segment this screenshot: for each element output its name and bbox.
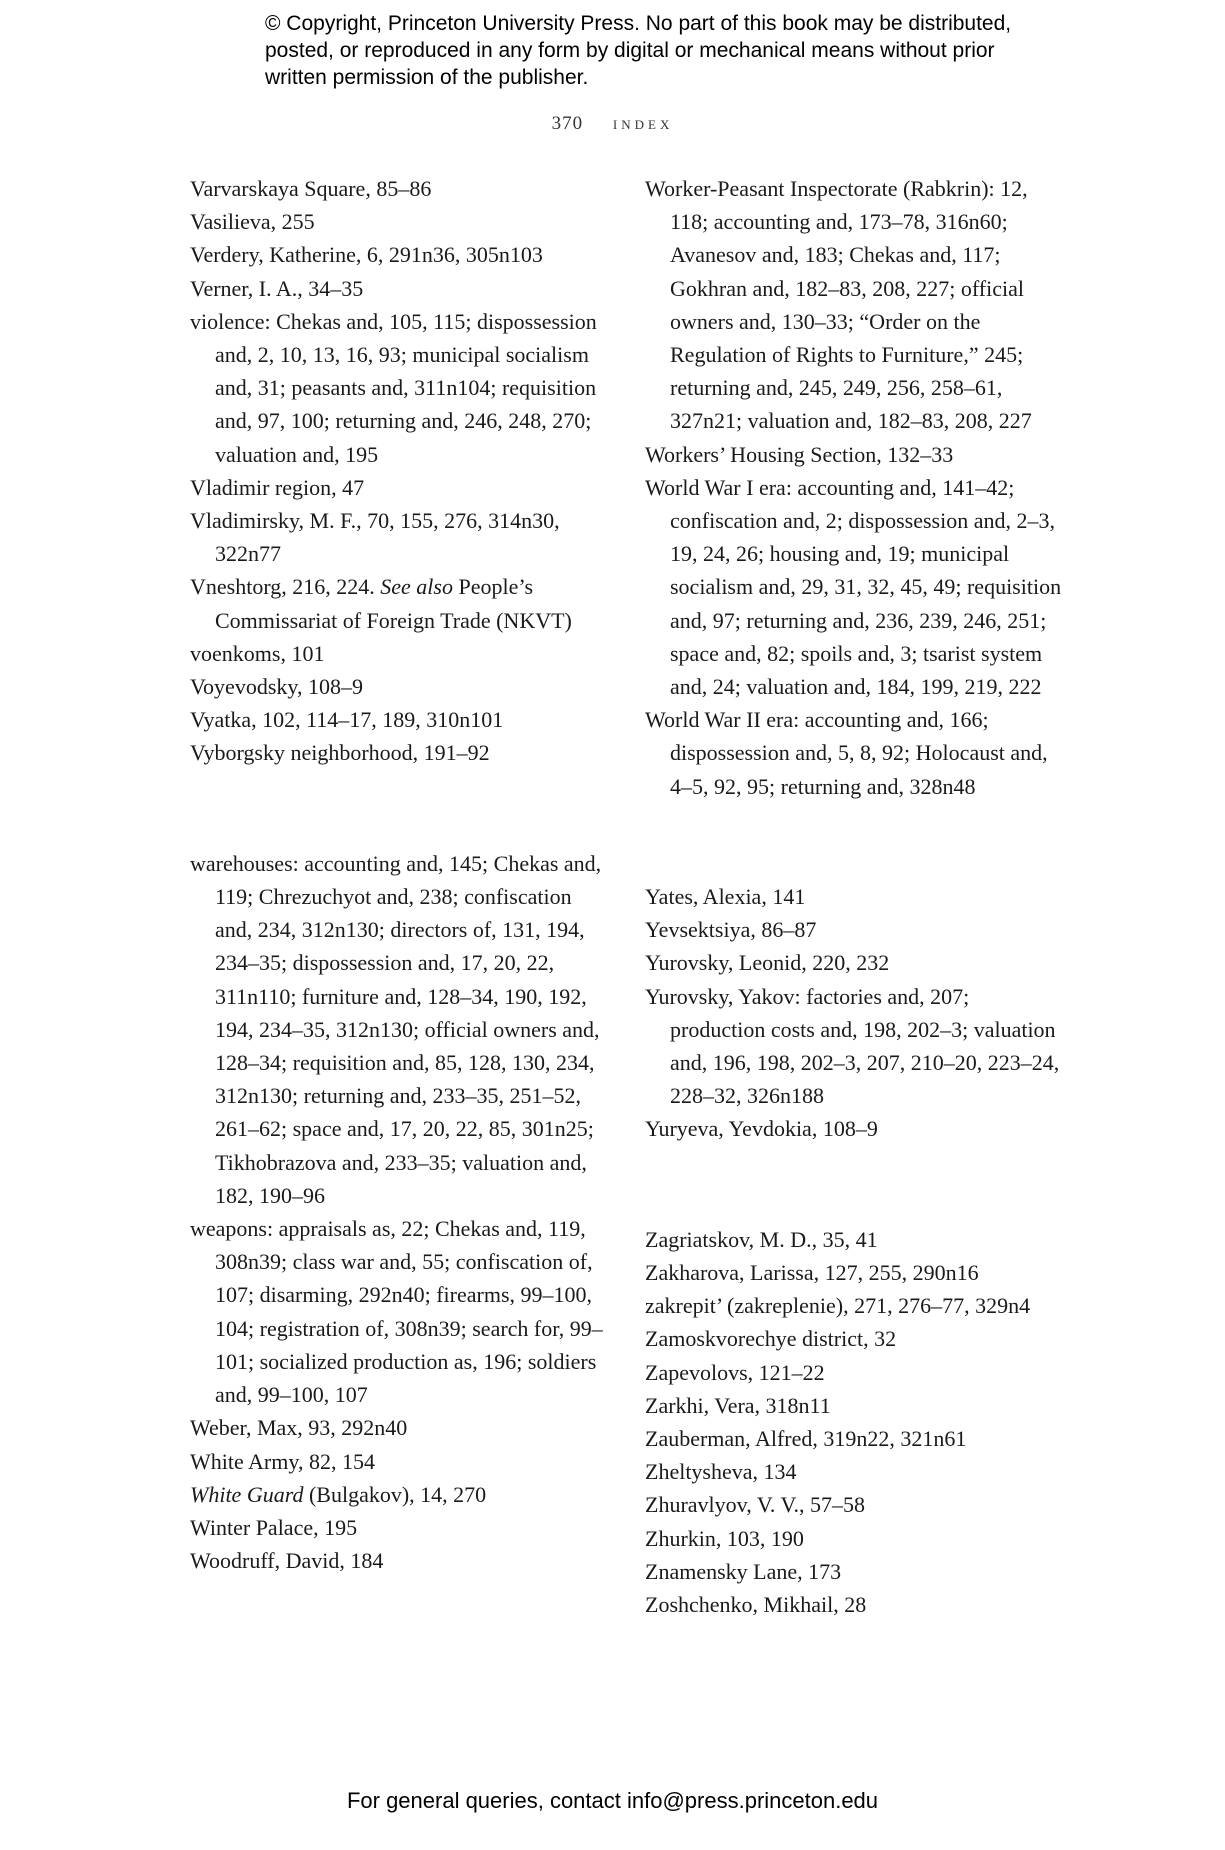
index-entry: Yevsektsiya, 86–87 [645,917,817,943]
index-entry: Zagriatskov, M. D., 35, 41 [645,1226,878,1252]
index-entry: Weber, Max, 93, 292n40 [190,1415,408,1441]
index-entry: Yates, Alexia, 141 [645,884,806,910]
index-entry: voenkoms, 101 [190,640,325,666]
letter-group-gap [190,792,610,825]
index-entry: Verner, I. A., 34–35 [190,275,364,301]
index-entry: Workers’ Housing Section, 132–33 [645,441,954,467]
index-entry: Yurovsky, Leonid, 220, 232 [645,950,890,976]
index-entry: Winter Palace, 195 [190,1514,358,1540]
index-column-left [190,172,610,1577]
index-entry: Yurovsky, Yakov: factories and, 207; production costs and, 198, 202–3; valuation and, 196, 198, 202–3, 207, 210–20, 223–24, 228–32, 326n188 [645,983,1060,1109]
index-entry: violence: Chekas and, 105, 115; dispossession and, 2, 10, 13, 16, 93; municipal socialism and, 31; peasants and, 311n104; requisition and, 97, 100; returning and, 246, 248, 270; valuation and, 195 [190,308,597,467]
index-entry: Varvarskaya Square, 85–86 [190,176,432,201]
index-entry: Worker-Peasant Inspectorate (Rabkrin): 12, 118; accounting and, 173–78, 316n60; Avanesov and, 183; Chekas and, 117; Gokhran and, 182–83, 208, 227; official owners and, 130–33; “Order on the Regulation of Rights to Furniture,” 245; returning and, 245, 249, 256, 258–61, 327n21; valuation and, 182–83, 208, 227 [645,176,1032,434]
index-entry: Vladimirsky, M. F., 70, 155, 276, 314n30, 322n77 [190,508,560,567]
index-entry: World War II era: accounting and, 166; dispossession and, 5, 8, 92; Holocaust and, 4–5, 92, 95; returning and, 328n48 [645,707,1048,799]
index-entry: Woodruff, David, 184 [190,1548,384,1574]
index-entry: Zakharova, Larissa, 127, 255, 290n16 [645,1260,979,1286]
index-entry: Voyevodsky, 108–9 [190,674,363,700]
index-entry: White Army, 82, 154 [190,1448,375,1474]
copyright-notice: © Copyright, Princeton University Press. No part of this book may be distributed, posted, or reproduced in any form by digital or mechanical means without prior written permission of the publisher. [265,12,1012,89]
letter-group-gap [645,1168,1065,1201]
index-entry: Zapevolovs, 121–22 [645,1359,825,1385]
page-title: index [612,113,674,134]
index-entry: Vyatka, 102, 114–17, 189, 310n101 [190,707,504,733]
page-number: 370 [551,113,584,134]
index-entry: zakrepit’ (zakreplenie), 271, 276–77, 329n4 [645,1293,1031,1319]
index-entry: World War I era: accounting and, 141–42; confiscation and, 2; dispossession and, 2–3, 19, 24, 26; housing and, 19; municipal socialism and, 29, 31, 32, 45, 49; requisition and, 97; returning and, 236, 239, 246, 251; space and, 82; spoils and, 3; tsarist system and, 24; valuation and, 184, 199, 219, 222 [645,474,1062,700]
index-entry: Zhurkin, 103, 190 [645,1525,804,1551]
letter-group-gap [645,825,1065,858]
index-entry: Vneshtorg, 216, 224. See also People’s Commissariat of Foreign Trade (NKVT) [190,574,572,633]
footer-contact: For general queries, contact info@press.princeton.edu [346,1788,879,1813]
index-entry: Zhuravlyov, V. V., 57–58 [645,1492,866,1518]
index-entry: Yuryeva, Yevdokia, 108–9 [645,1116,878,1142]
index-entry: Verdery, Katherine, 6, 291n36, 305n103 [190,242,543,268]
index-entry: Vladimir region, 47 [190,474,365,500]
index-entry: Vyborgsky neighborhood, 191–92 [190,740,490,766]
index-entry: White Guard (Bulgakov), 14, 270 [190,1481,487,1507]
index-entry: Znamensky Lane, 173 [645,1558,842,1584]
running-head [0,113,1225,135]
index-entry: warehouses: accounting and, 145; Chekas and, 119; Chrezuchyot and, 238; confiscation and, 234, 312n130; directors of, 131, 194, 234–35; dispossession and, 17, 20, 22, 311n110; furniture and, 128–34, 190, 192, 194, 234–35, 312n130; official owners and, 128–34; requisition and, 85, 128, 130, 234, 312n130; returning and, 233–35, 251–52, 261–62; space and, 17, 20, 22, 85, 301n25; Tikhobrazova and, 233–35; valuation and, 182, 190–96 [190,850,602,1208]
index-entry: weapons: appraisals as, 22; Chekas and, 119, 308n39; class war and, 55; confiscation of, 107; disarming, 292n40; firearms, 99–100, 104; registration of, 308n39; search for, 99–101; socialized production as, 196; soldiers and, 99–100, 107 [190,1216,603,1408]
index-entry: Zauberman, Alfred, 319n22, 321n61 [645,1426,967,1452]
index-entry: Zarkhi, Vera, 318n11 [645,1392,831,1418]
index-column-right [645,172,1065,1621]
index-entry: Zoshchenko, Mikhail, 28 [645,1592,867,1618]
index-entry: Zamoskvorechye district, 32 [645,1326,897,1352]
index-entry: Vasilieva, 255 [190,209,315,235]
index-entry: Zheltysheva, 134 [645,1459,797,1485]
